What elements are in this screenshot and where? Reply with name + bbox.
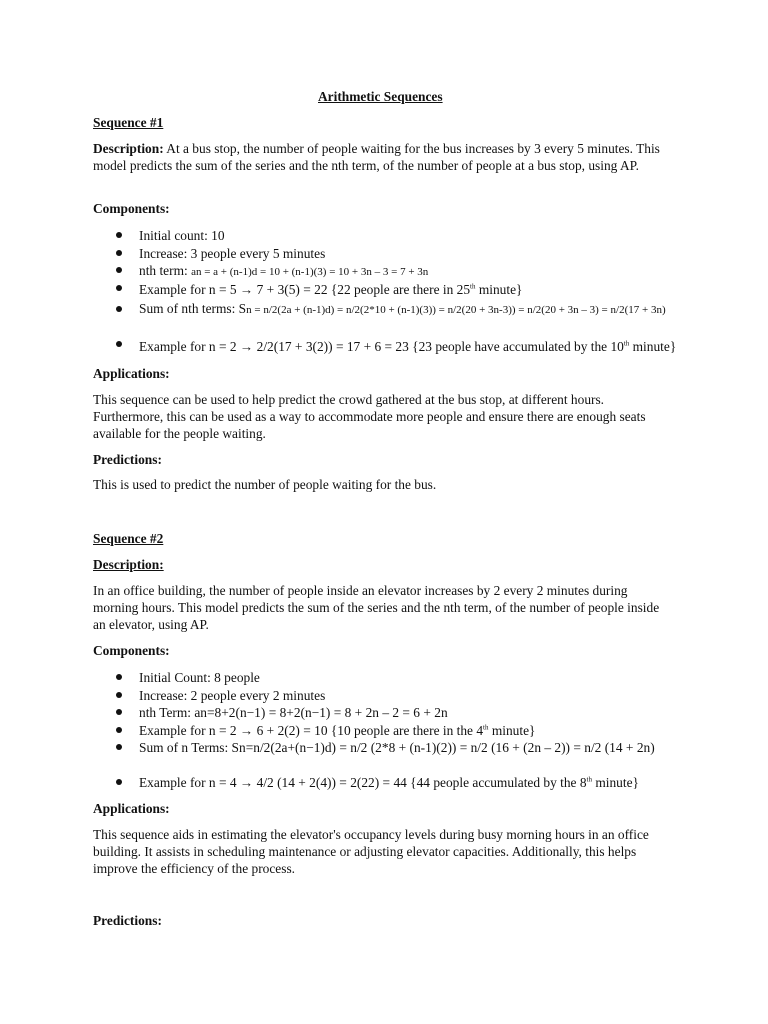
description-text: At a bus stop, the number of people waiting for the bus increases by 3 every 5 minutes. This model predicts the sum of the series and the nth term, of the number of people at a bus stop, using AP. (93, 141, 660, 173)
bullet (116, 692, 122, 698)
bullet (116, 341, 122, 347)
seq2-sum-of-terms: Sum of n Terms: Sn=n/2(2a+(n−1)d) = n/2 (2*8 + (n-1)(2)) = n/2 (16 + (2n – 2)) = n/2 (14 + 2n) (139, 740, 655, 755)
sequence-1-applications-label: Applications: (93, 366, 170, 381)
seq1-sum-of-terms: Sum of nth terms: Sn = n/2(2a + (n-1)d) = n/2(2*10 + (n-1)(3)) = n/2(20 + 3n-3)) = n/2(20 + 3n – 3) = n/2(17 + 3n) (139, 301, 666, 316)
seq2-sum-example: Example for n = 4 → 4/2 (14 + 2(4)) = 2(22) = 44 {44 people accumulated by the 8th minute} (139, 775, 639, 790)
seq1-sum-example: Example for n = 2 → 2/2(17 + 3(2)) = 17 + 6 = 23 {23 people have accumulated by the 10th minute} (139, 339, 677, 354)
sequence-2-heading: Sequence #2 (93, 531, 164, 546)
bullet (116, 727, 122, 733)
seq1-increase: Increase: 3 people every 5 minutes (139, 246, 326, 261)
bullet (116, 779, 122, 785)
sequence-1-components-label: Components: (93, 201, 170, 216)
bullet (116, 267, 122, 273)
document-title: Arithmetic Sequences (318, 89, 443, 104)
sequence-1-predictions-text: This is used to predict the number of people waiting for the bus. (93, 477, 437, 492)
seq2-initial-count: Initial Count: 8 people (139, 670, 260, 685)
seq2-nth-term: nth Term: an=8+2(n−1) = 8+2(n−1) = 8 + 2n – 2 = 6 + 2n (139, 705, 448, 720)
sequence-1-heading: Sequence #1 (93, 115, 164, 130)
bullet (116, 744, 122, 750)
description-label: Description: (93, 141, 164, 156)
seq2-increase: Increase: 2 people every 2 minutes (139, 688, 326, 703)
seq2-nth-term-example: Example for n = 2 → 6 + 2(2) = 10 {10 people are there in the 4th minute} (139, 723, 536, 738)
bullet (116, 285, 122, 291)
sequence-2-description-text: In an office building, the number of people inside an elevator increases by 2 every 2 minutes during morning hours. This model predicts the sum of the series and the nth term, of the number of people inside an elevator, using AP. (93, 583, 660, 632)
seq1-nth-term: nth term: an = a + (n-1)d = 10 + (n-1)(3) = 10 + 3n – 3 = 7 + 3n (139, 263, 429, 278)
sequence-1-predictions-label: Predictions: (93, 452, 162, 467)
sequence-2-description-label: Description: (93, 557, 164, 572)
bullet (116, 306, 122, 312)
bullet (116, 709, 122, 715)
seq1-initial-count: Initial count: 10 (139, 228, 225, 243)
seq1-nth-term-example: Example for n = 5 → 7 + 3(5) = 22 {22 people are there in 25th minute} (139, 282, 523, 297)
sequence-2-predictions-label: Predictions: (93, 913, 162, 928)
bullet (116, 232, 122, 238)
sequence-1-applications-text: This sequence can be used to help predict the crowd gathered at the bus stop, at different hours. Furthermore, this can be used as a way to accommodate more people and ensure there are enough seats available for the people waiting. (93, 392, 646, 441)
sequence-2-applications-label: Applications: (93, 801, 170, 816)
bullet (116, 250, 122, 256)
sequence-2-applications-text: This sequence aids in estimating the elevator's occupancy levels during busy morning hours in an office building. It assists in scheduling maintenance or adjusting elevator capacities. Additionally, this helps improve the efficiency of the process. (93, 827, 649, 876)
bullet (116, 674, 122, 680)
sequence-2-components-label: Components: (93, 643, 170, 658)
sequence-1-description (93, 140, 671, 174)
